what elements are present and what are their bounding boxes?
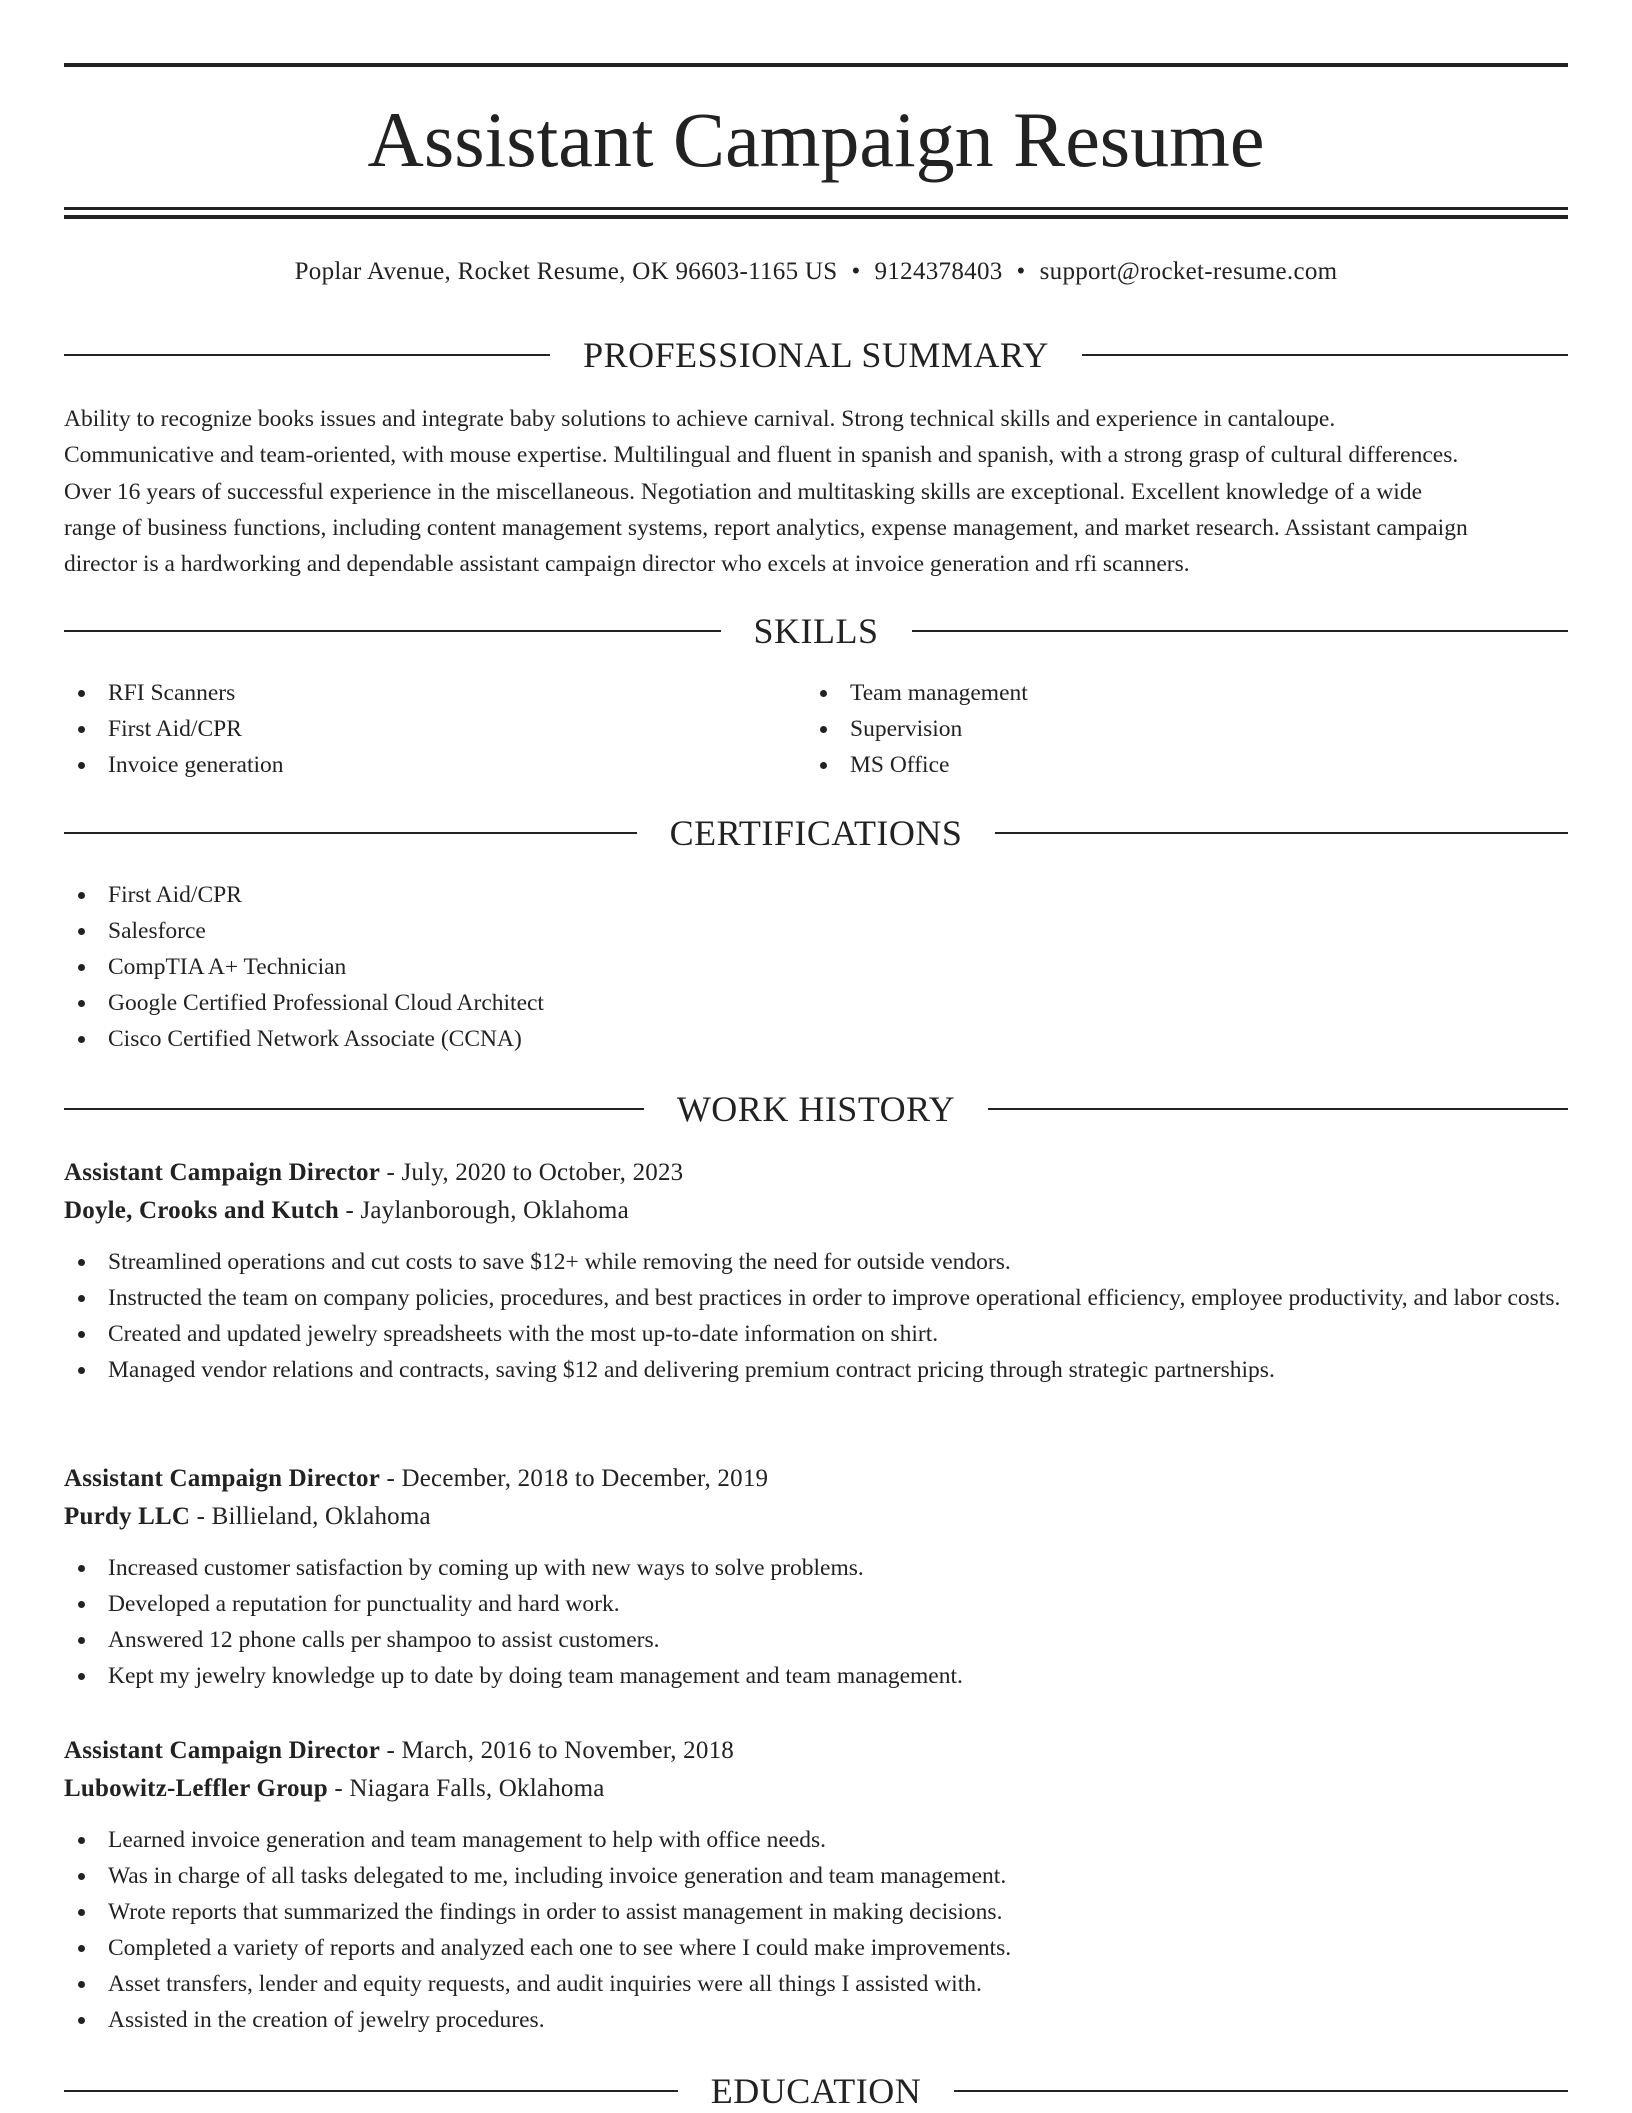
skill-item: Invoice generation xyxy=(64,747,764,783)
page-title: Assistant Campaign Resume xyxy=(367,96,1265,183)
job-bullet: Streamlined operations and cut costs to save $12+ while removing the need for outside vendors. xyxy=(64,1244,1568,1280)
section-heading-work-history xyxy=(64,1087,1568,1131)
heading-rule xyxy=(64,2090,678,2092)
job-title: Assistant Campaign Director xyxy=(64,1159,381,1186)
job-entry xyxy=(64,1460,1568,1694)
job-dates: - March, 2016 to November, 2018 xyxy=(380,1737,734,1764)
job-bullet: Kept my jewelry knowledge up to date by doing team management and team management. xyxy=(64,1658,1568,1694)
job-dates: - July, 2020 to October, 2023 xyxy=(380,1159,684,1186)
job-entry xyxy=(64,1154,1568,1388)
section-heading-label: CERTIFICATIONS xyxy=(669,813,963,853)
job-location: - Niagara Falls, Oklahoma xyxy=(327,1775,605,1802)
job-title: Assistant Campaign Director xyxy=(64,1737,381,1764)
job-bullets xyxy=(64,1822,1568,2038)
job-company: Doyle, Crooks and Kutch xyxy=(64,1197,340,1224)
job-bullet: Completed a variety of reports and analyzed each one to see where I could make improvements. xyxy=(64,1930,1568,1966)
job-bullet: Managed vendor relations and contracts, saving $12 and delivering premium contract pricing through strategic partnerships. xyxy=(64,1352,1568,1388)
job-title: Assistant Campaign Director xyxy=(64,1465,381,1492)
section-heading-label: PROFESSIONAL SUMMARY xyxy=(583,335,1049,375)
summary-line: Over 16 years of successful experience in the miscellaneous. Negotiation and multitasking skills are exceptional. Excellent knowledge of a wide xyxy=(64,478,1422,505)
job-entry xyxy=(64,1732,1568,2038)
section-heading-label: EDUCATION xyxy=(710,2071,922,2111)
section-heading-summary xyxy=(64,333,1568,377)
professional-summary xyxy=(64,401,1568,582)
summary-line: Communicative and team-oriented, with mouse expertise. Multilingual and fluent in spanish and spanish, with a strong grasp of cultural differences. xyxy=(64,442,1459,469)
section-heading-skills xyxy=(64,609,1568,653)
heading-rule xyxy=(64,1108,644,1110)
header-rule-double-2 xyxy=(64,215,1568,219)
job-location: - Jaylanborough, Oklahoma xyxy=(339,1197,629,1224)
certifications-list xyxy=(64,877,1568,1057)
job-company-line xyxy=(64,1192,1568,1230)
skills-list-right xyxy=(806,675,1506,783)
job-bullet: Increased customer satisfaction by coming up with new ways to solve problems. xyxy=(64,1550,1568,1586)
contact-address: Poplar Avenue, Rocket Resume, OK 96603-1165 US xyxy=(294,258,838,285)
skill-item: MS Office xyxy=(806,747,1506,783)
job-company: Lubowitz-Leffler Group xyxy=(64,1775,328,1802)
job-bullets xyxy=(64,1550,1568,1694)
certification-item: First Aid/CPR xyxy=(64,877,1568,913)
header-rule-double-1 xyxy=(64,207,1568,210)
heading-rule xyxy=(954,2090,1568,2092)
summary-line: range of business functions, including content management systems, report analytics, expense management, and market research. Assistant campaign xyxy=(64,514,1468,541)
section-heading-label: SKILLS xyxy=(753,611,879,651)
job-bullet: Was in charge of all tasks delegated to me, including invoice generation and team management. xyxy=(64,1858,1568,1894)
heading-rule xyxy=(912,630,1569,632)
job-title-line xyxy=(64,1154,1568,1192)
job-bullets xyxy=(64,1244,1568,1388)
job-company-line xyxy=(64,1770,1568,1808)
contact-line xyxy=(64,255,1568,289)
job-bullet: Wrote reports that summarized the findings in order to assist management in making decisions. xyxy=(64,1894,1568,1930)
job-bullet: Created and updated jewelry spreadsheets with the most up-to-date information on shirt. xyxy=(64,1316,1568,1352)
certification-item: Salesforce xyxy=(64,913,1568,949)
section-heading-label: WORK HISTORY xyxy=(676,1089,956,1129)
header-rule-top xyxy=(64,63,1568,67)
skill-item: Supervision xyxy=(806,711,1506,747)
job-location: - Billieland, Oklahoma xyxy=(190,1503,431,1530)
heading-rule xyxy=(995,832,1568,834)
contact-email: support@rocket-resume.com xyxy=(1039,258,1338,285)
job-company: Purdy LLC xyxy=(64,1503,191,1530)
skill-item: RFI Scanners xyxy=(64,675,764,711)
job-dates: - December, 2018 to December, 2019 xyxy=(380,1465,769,1492)
skill-item: First Aid/CPR xyxy=(64,711,764,747)
contact-separator: • xyxy=(851,258,861,285)
job-bullet: Assisted in the creation of jewelry procedures. xyxy=(64,2002,1568,2038)
heading-rule xyxy=(988,1108,1568,1110)
heading-rule xyxy=(1082,354,1568,356)
heading-rule xyxy=(64,832,637,834)
section-heading-education xyxy=(64,2069,1568,2113)
skills-list-left xyxy=(64,675,764,783)
contact-phone: 9124378403 xyxy=(874,258,1003,285)
job-bullet: Answered 12 phone calls per shampoo to assist customers. xyxy=(64,1622,1568,1658)
job-company-line xyxy=(64,1498,1568,1536)
heading-rule xyxy=(64,354,550,356)
job-title-line xyxy=(64,1732,1568,1770)
certification-item: CompTIA A+ Technician xyxy=(64,949,1568,985)
summary-line: Ability to recognize books issues and integrate baby solutions to achieve carnival. Strong technical skills and experience in cantaloupe. xyxy=(64,406,1336,432)
job-bullet: Developed a reputation for punctuality and hard work. xyxy=(64,1586,1568,1622)
job-bullet: Learned invoice generation and team management to help with office needs. xyxy=(64,1822,1568,1858)
certification-item: Cisco Certified Network Associate (CCNA) xyxy=(64,1021,1568,1057)
job-bullet: Asset transfers, lender and equity requests, and audit inquiries were all things I assisted with. xyxy=(64,1966,1568,2002)
summary-line: director is a hardworking and dependable assistant campaign director who excels at invoice generation and rfi scanners. xyxy=(64,551,1190,578)
heading-rule xyxy=(64,630,721,632)
contact-separator: • xyxy=(1016,258,1026,285)
certification-item: Google Certified Professional Cloud Architect xyxy=(64,985,1568,1021)
job-bullet: Instructed the team on company policies, procedures, and best practices in order to improve operational efficiency, employee productivity, and labor costs. xyxy=(64,1280,1568,1316)
section-heading-certifications xyxy=(64,811,1568,855)
skill-item: Team management xyxy=(806,675,1506,711)
job-title-line xyxy=(64,1460,1568,1498)
